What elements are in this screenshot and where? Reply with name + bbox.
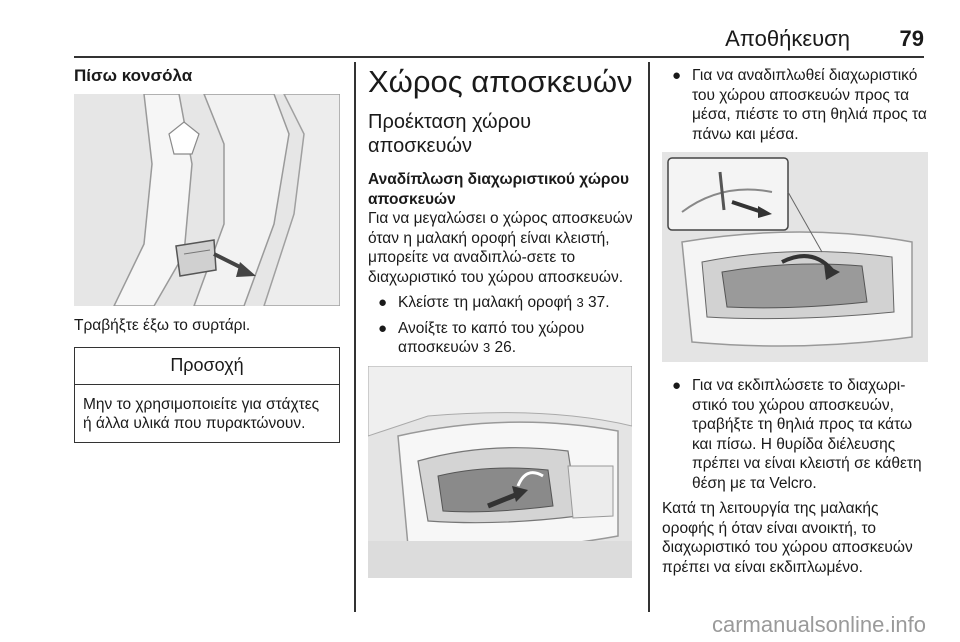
reference-arrow-icon: 3 [576,295,584,310]
page-number: 79 [899,26,924,51]
column-middle [368,62,634,578]
caution-title: Προσοχή [75,348,339,385]
subsection-title: Αναδίπλωση διαχωριστικού χώρου αποσκευών [368,171,630,208]
rear-console-heading: Πίσω κονσόλα [74,66,193,85]
bullet-dot: ● [378,294,388,311]
trunk-divider-illustration [368,366,632,578]
watermark: carmanualsonline.info [711,612,926,637]
fold-in-drawing [662,152,928,362]
column-divider-right [648,62,650,612]
column-right [662,62,928,577]
bullet-close-roof [368,293,634,313]
bullet-dot: ● [672,377,682,394]
caution-text: Μην το χρησιμοποιείτε για στάχτες ή άλλα υλικά που πυρακτώνουν. [83,395,320,432]
bullet-text: Για να αναδιπλωθεί διαχωριστικό του χώρου αποσκευών προς τα μέσα, πιέστε το στη θηλιά προς τα πάνω και μέσα. [692,67,927,143]
reference-arrow-icon: 3 [482,340,491,355]
column-left [74,62,340,443]
column-divider-left [354,62,356,612]
page-reference[interactable]: 26. [494,339,517,356]
bullet-unfold [662,376,928,493]
fold-in-illustration [662,152,928,362]
caution-box [74,347,340,443]
trunk-divider-drawing [368,366,632,578]
rear-console-drawing [74,94,340,306]
page-header [0,0,960,60]
bullet-text: Κλείστε τη μαλακή οροφή [398,294,573,311]
bullet-text: Ανοίξτε το καπό του χώρου αποσκευών [398,319,585,356]
bullet-dot: ● [378,319,388,337]
intro-paragraph: Για να μεγαλώσει ο χώρος αποσκευών όταν η μαλακή οροφή είναι κλειστή, μπορείτε να αναδιπλώ-σετε το διαχωριστικό του χώρου αποσκευών. [368,210,633,286]
bullet-fold-in [662,66,928,144]
rear-console-illustration [74,94,340,306]
page-reference[interactable]: 37. [588,294,610,311]
closing-paragraph: Κατά τη λειτουργία της μαλακής οροφής ή όταν είναι ανοικτή, το διαχωριστικό του χώρου αποσκευών πρέπει να είναι εκδιπλωμένο. [662,500,913,576]
rear-console-caption: Τραβήξτε έξω το συρτάρι. [74,316,251,334]
bullet-dot: ● [672,67,682,84]
chapter-title: Χώρος αποσκευών [368,64,633,99]
bullet-text: Για να εκδιπλώσετε το διαχωρι-στικό του χώρου αποσκευών, τραβήξτε τη θηλιά προς τα κάτω και πίσω. Η θυρίδα διέλευσης πρέπει να είναι κλειστή σε κάθετη θέση με τα Velcro. [692,377,922,492]
bullet-open-trunk [368,319,634,358]
section-title: Προέκταση χώρου αποσκευών [368,111,532,157]
header-rule [74,56,924,58]
page-section-title: Αποθήκευση [725,26,850,51]
